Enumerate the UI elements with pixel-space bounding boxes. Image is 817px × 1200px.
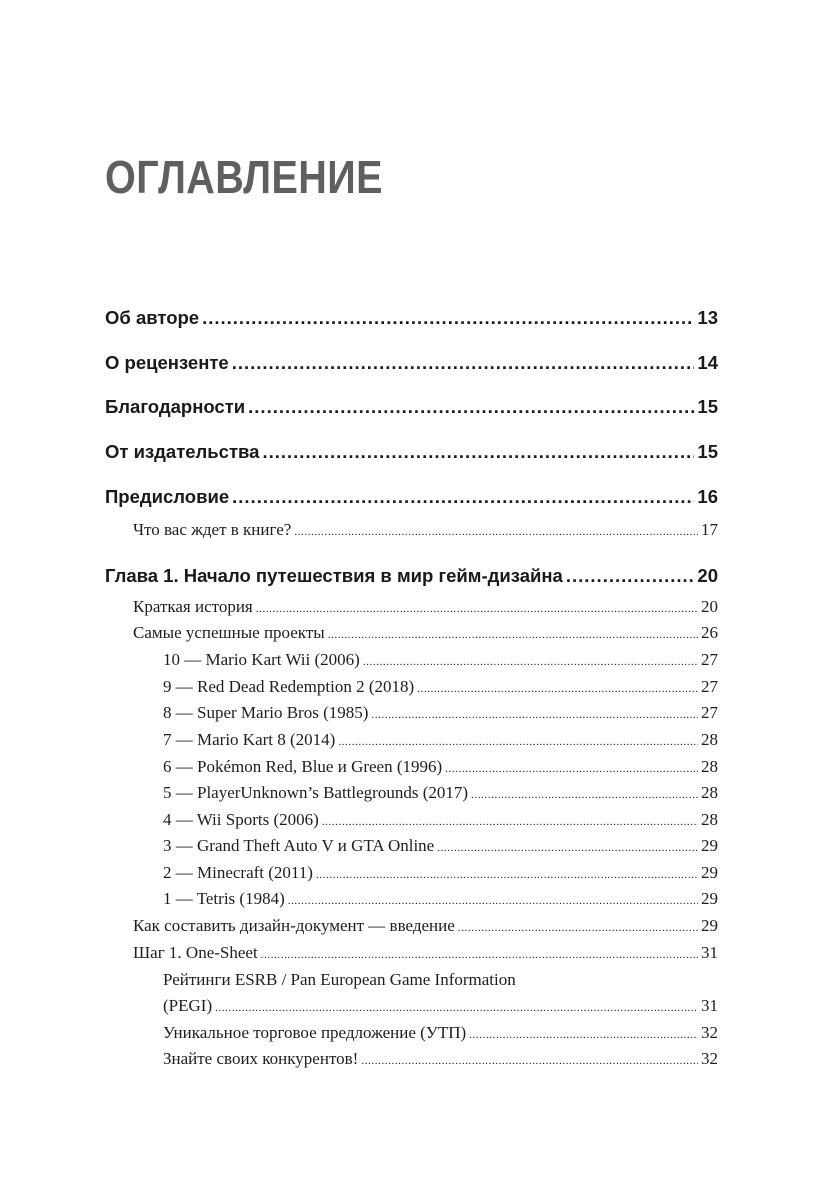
toc-entry-chapter-1[interactable]: [105, 565, 718, 587]
toc-entry-competitors[interactable]: [105, 1049, 718, 1069]
toc-entry-title: 3 — Grand Theft Auto V и GTA Online: [163, 836, 435, 855]
toc-page-number: 28: [701, 730, 718, 749]
toc-entry-title: 2 — Minecraft (2011): [163, 863, 313, 882]
toc-entry-title: Краткая история: [133, 597, 253, 616]
toc-page-number: 28: [701, 757, 718, 776]
toc-entry-title: 7 — Mario Kart 8 (2014): [163, 730, 336, 749]
dot-leader: [445, 763, 698, 775]
dot-leader: [294, 526, 698, 538]
toc-entry-step-1[interactable]: [105, 943, 718, 963]
toc-entry-title: Благодарности: [105, 396, 246, 417]
dot-leader: [338, 736, 698, 748]
toc-page-number: 20: [701, 597, 718, 616]
toc-entry-title: (PEGI): [163, 996, 213, 1015]
dot-leader: [437, 842, 698, 854]
dot-leader: [471, 789, 698, 801]
toc-entry-usp[interactable]: [105, 1023, 718, 1043]
toc-entry-top-projects[interactable]: [105, 623, 718, 643]
toc-entry-title: Самые успешные проекты: [133, 623, 325, 642]
dot-leader: [363, 656, 698, 668]
toc-page-number: 32: [701, 1049, 718, 1068]
toc-entry-item[interactable]: [105, 677, 718, 697]
toc-entry-item[interactable]: [105, 863, 718, 883]
toc-entry-item[interactable]: [105, 703, 718, 723]
toc-entry-brief-history[interactable]: [105, 597, 718, 617]
toc-entry-item[interactable]: [105, 757, 718, 777]
toc-entry-title: От издательства: [105, 441, 260, 462]
dot-leader: [262, 441, 694, 463]
toc-entry-title: 8 — Super Mario Bros (1985): [163, 703, 369, 722]
dot-leader: [566, 565, 695, 587]
toc-entry-about-author[interactable]: [105, 307, 718, 329]
toc-page-number: 15: [697, 396, 718, 417]
toc-entry-title: Уникальное торговое предложение (УТП): [163, 1023, 467, 1042]
dot-leader: [316, 869, 698, 881]
dot-leader: [328, 629, 698, 641]
dot-leader: [371, 709, 698, 721]
toc-entry-item[interactable]: [105, 783, 718, 803]
dot-leader: [322, 816, 698, 828]
toc-page-number: 31: [701, 943, 718, 962]
toc-entry-item[interactable]: [105, 810, 718, 830]
dot-leader: [202, 307, 694, 329]
dot-leader: [232, 486, 694, 508]
toc-page-number: 31: [701, 996, 718, 1015]
toc-entry-title: Что вас ждет в книге?: [133, 520, 292, 539]
toc-entry-ratings-line1[interactable]: Рейтинги ESRB / Pan European Game Information: [163, 970, 516, 989]
toc-entry-ratings[interactable]: [105, 996, 718, 1016]
toc-entry-publisher[interactable]: [105, 441, 718, 463]
toc-entry-title: Знайте своих конкурентов!: [163, 1049, 359, 1068]
toc-page-number: 20: [697, 565, 718, 586]
toc-entry-title: 6 — Pokémon Red, Blue и Green (1996): [163, 757, 443, 776]
toc-entry-preface[interactable]: [105, 486, 718, 508]
toc-entry-title: 4 — Wii Sports (2006): [163, 810, 319, 829]
toc-entry-acknowledgements[interactable]: [105, 396, 718, 418]
dot-leader: [288, 895, 698, 907]
toc-page-number: 29: [701, 916, 718, 935]
toc-page-number: 27: [701, 703, 718, 722]
toc-entry-item[interactable]: [105, 889, 718, 909]
toc-entry-title: О рецензенте: [105, 352, 229, 373]
toc-page-number: 29: [701, 863, 718, 882]
dot-leader: [417, 683, 698, 695]
toc-page-number: 28: [701, 783, 718, 802]
toc-page-number: 27: [701, 677, 718, 696]
toc-entry-item[interactable]: [105, 836, 718, 856]
toc-page-number: 32: [701, 1023, 718, 1042]
toc-entry-title: 1 — Tetris (1984): [163, 889, 285, 908]
dot-leader: [361, 1055, 698, 1067]
toc-page-number: 17: [701, 520, 718, 539]
toc-entry-title: 5 — PlayerUnknown’s Battlegrounds (2017): [163, 783, 469, 802]
toc-page-number: 27: [701, 650, 718, 669]
toc-entry-title: Как составить дизайн-документ — введение: [133, 916, 455, 935]
toc-entry-item[interactable]: [105, 650, 718, 670]
dot-leader: [248, 396, 694, 418]
dot-leader: [256, 603, 698, 615]
dot-leader: [215, 1002, 698, 1014]
toc-page-number: 29: [701, 836, 718, 855]
toc-entry-title: 9 — Red Dead Redemption 2 (2018): [163, 677, 415, 696]
toc-entry-title: Глава 1. Начало путешествия в мир гейм-дизайна: [105, 565, 563, 586]
toc-entry-title: 10 — Mario Kart Wii (2006): [163, 650, 360, 669]
toc-page-number: 15: [697, 441, 718, 462]
toc-page-number: 13: [697, 307, 718, 328]
dot-leader: [261, 949, 698, 961]
toc-entry-item[interactable]: [105, 730, 718, 750]
toc-page-number: 16: [697, 486, 718, 507]
toc-page-number: 28: [701, 810, 718, 829]
toc-entry-reviewer[interactable]: [105, 352, 718, 374]
toc-entry-title: Об авторе: [105, 307, 200, 328]
toc-page-number: 29: [701, 889, 718, 908]
toc-page-number: 14: [697, 352, 718, 373]
dot-leader: [469, 1029, 698, 1041]
page-title: ОГЛАВЛЕНИЕ: [105, 151, 383, 203]
toc-entry-design-doc-intro[interactable]: [105, 916, 718, 936]
toc-entry-title: Шаг 1. One-Sheet: [133, 943, 258, 962]
dot-leader: [232, 352, 695, 374]
dot-leader: [458, 922, 698, 934]
toc-entry-title: Предисловие: [105, 486, 230, 507]
toc-page-number: 26: [701, 623, 718, 642]
toc-entry-what-awaits[interactable]: [105, 520, 718, 540]
